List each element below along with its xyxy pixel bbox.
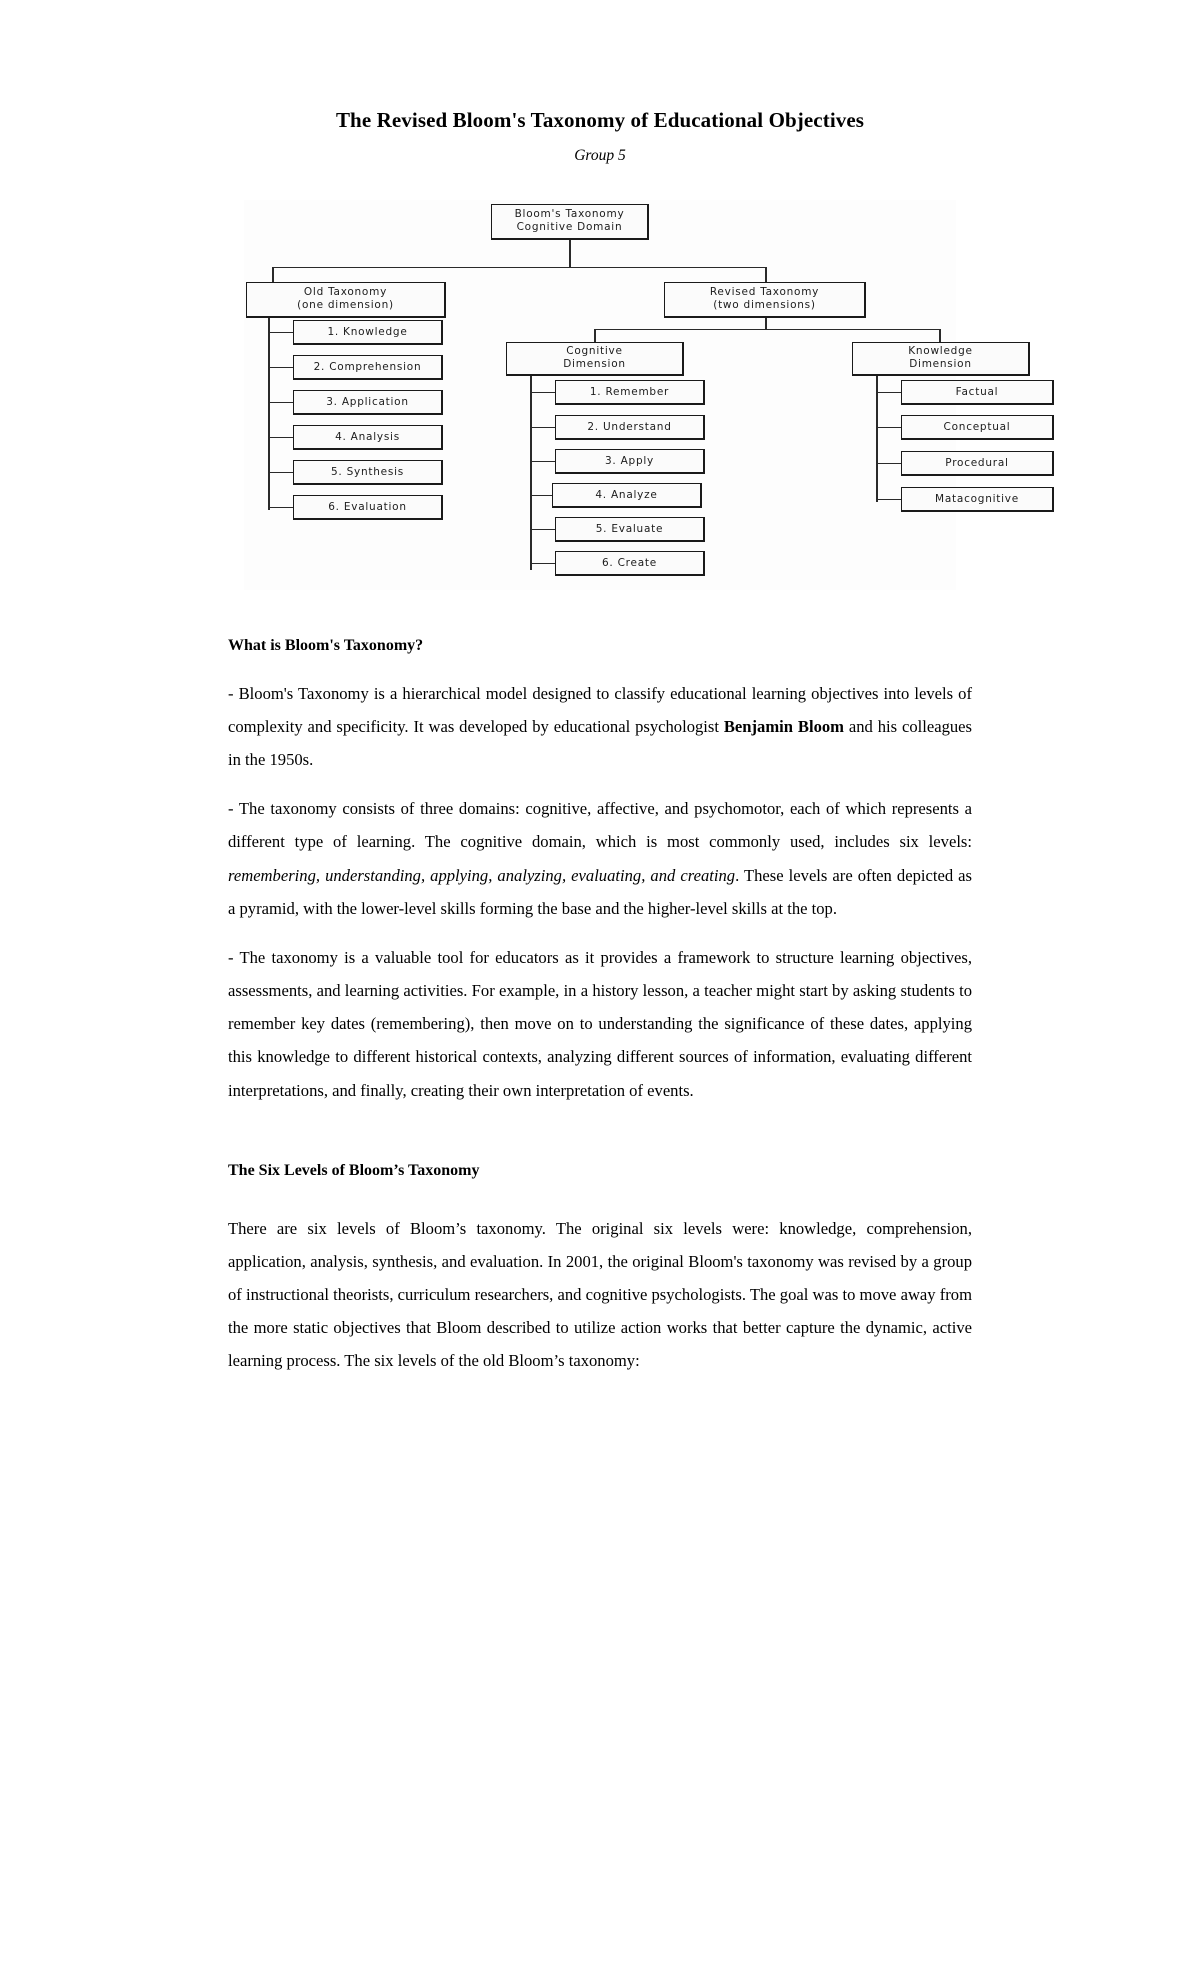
cognitive-header-line-1: Cognitive [566,344,623,357]
connector-knowledge-rung-1 [876,392,902,394]
knowledge-header-line-1: Knowledge [908,344,973,357]
page-title: The Revised Bloom's Taxonomy of Educational Objectives [335,108,865,132]
page-subtitle: Group 5 [574,147,626,165]
knowledge-type-1: Factual [901,380,1054,405]
cognitive-level-4: 4. Analyze [552,483,702,508]
cognitive-dimension-header [506,342,684,376]
knowledge-type-4: Matacognitive [901,487,1054,512]
old-branch-line-1: Old Taxonomy [303,285,388,298]
paragraph-six-levels-intro [228,1212,972,1378]
run-italic-six-levels: remembering, understanding, applying, analyzing, evaluating, and creating [228,865,736,885]
cognitive-level-6: 6. Create [555,551,705,576]
paragraph-three-domains [228,792,972,925]
paragraph-definition [228,677,972,777]
connector-knowledge-spine [876,376,878,502]
run-text: - The taxonomy is a valuable tool for educators as it provides a framework to structure learning objectives, assessments, and learning activities. For example, in a history lesson, a teacher might start by asking students to remember key dates (remembering), then move on to understanding the significance of these dates, applying this knowledge to different historical contexts, analyzing different sources of information, evaluating different interpretations, and finally, creating their own interpretation of events. [228,947,972,1100]
knowledge-dimension-header [852,342,1030,376]
old-branch-line-2: (one dimension) [297,299,394,312]
connector-old-spine [268,318,270,510]
connector-knowledge-rung-2 [876,427,902,429]
knowledge-type-3: Procedural [901,451,1054,476]
old-level-2: 2. Comprehension [293,355,443,380]
run-text: - The taxonomy consists of three domains: cognitive, affective, and psychomotor, each of which represents a different type of learning. The cognitive domain, which is most commonly used, includes six levels: [228,799,972,852]
run-text: . These levels are often depicted as a pyramid, with the lower-level skills forming the base and the higher-level skills at the top. [228,865,973,918]
connector-cognitive-rung-6 [530,563,556,565]
section-heading-six-levels: The Six Levels of Bloom’s Taxonomy [228,1161,480,1179]
run-text: - Bloom's Taxonomy is a hierarchical model designed to classify educational learning objectives into levels of complexity and specificity. It was developed by educational psychologist [228,683,972,736]
connector-old-rung-2 [268,367,294,369]
root-line-1: Bloom's Taxonomy [514,207,625,220]
knowledge-type-2: Conceptual [901,415,1054,440]
document-content [228,0,1019,1378]
old-level-1: 1. Knowledge [293,320,443,345]
old-level-6: 6. Evaluation [293,495,443,520]
revised-branch-line-2: (two dimensions) [713,299,816,312]
old-level-5: 5. Synthesis [293,460,443,485]
run-bold-benjamin-bloom: Benjamin Bloom [723,716,844,736]
connector-to-cognitive-dim [594,329,596,343]
cognitive-level-5: 5. Evaluate [555,517,705,542]
root-line-2: Cognitive Domain [516,221,623,234]
connector-old-rung-1 [268,332,294,334]
connector-to-old-branch [272,267,274,282]
paragraph-valuable-tool [228,941,972,1107]
run-text: There are six levels of Bloom’s taxonomy. The original six levels were: knowledge, comprehension, application, analysis, synthesis, and evaluation. In 2001, the original Bloom's taxonomy was revised by a group of instructional theorists, curriculum researchers, and cognitive psychologists. The goal was to move away from the more static objectives that Bloom described to utilize action works that better capture the dynamic, active learning process. The six levels of the old Bloom’s taxonomy: [228,1218,972,1371]
connector-cognitive-rung-2 [530,427,556,429]
old-level-4: 4. Analysis [293,425,443,450]
revised-taxonomy-header [664,282,866,318]
connector-old-rung-4 [268,437,294,439]
connector-root-split [272,267,766,269]
run-text: and his colleagues in the 1950s. [228,716,972,769]
connector-old-rung-3 [268,402,294,404]
connector-root-stem [569,240,571,268]
knowledge-header-line-2: Dimension [909,358,972,371]
cognitive-header-line-2: Dimension [563,358,626,371]
connector-revised-split [594,329,940,331]
connector-old-rung-5 [268,472,294,474]
old-level-3: 3. Application [293,390,443,415]
revised-branch-line-1: Revised Taxonomy [709,285,820,298]
connector-cognitive-spine [530,376,532,570]
old-taxonomy-header [246,282,446,318]
connector-cognitive-rung-1 [530,392,556,394]
diagram-root-node [491,204,649,240]
connector-knowledge-rung-4 [876,499,902,501]
connector-old-rung-6 [268,507,294,509]
connector-to-revised-branch [765,267,767,282]
cognitive-level-3: 3. Apply [555,449,705,474]
cognitive-level-1: 1. Remember [555,380,705,405]
connector-to-knowledge-dim [939,329,941,343]
cognitive-level-2: 2. Understand [555,415,705,440]
connector-cognitive-rung-3 [530,461,556,463]
connector-cognitive-rung-5 [530,529,556,531]
section-heading-what-is-blooms-taxonomy: What is Bloom's Taxonomy? [228,636,424,654]
connector-knowledge-rung-3 [876,463,902,465]
bloom-taxonomy-diagram [244,200,1019,590]
